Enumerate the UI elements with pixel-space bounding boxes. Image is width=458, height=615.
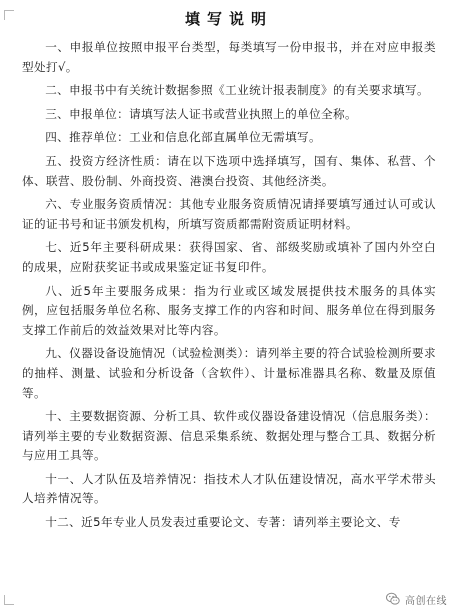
watermark (383, 591, 450, 607)
paragraph: 七、近5年主要科研成果：获得国家、省、部级奖励或填补了国内外空白的成果，应附获奖证书或成果鉴定证书复印件。 (22, 240, 436, 274)
paragraph: 三、申报单位：请填写法人证书或营业执照上的单位全称。 (45, 106, 358, 121)
document-title: 填写说明 (184, 10, 273, 28)
paragraph: 五、投资方经济性质：请在以下选项中选择填写，国有、集体、私营、个体、联营、股份制、外商投资、港澳台投资、其他经济类。 (22, 153, 436, 188)
paragraph: 十二、近5年专业人员发表过重要论文、专著：请列举主要论文、专 (45, 515, 401, 530)
paragraph: 一、申报单位按照申报平台类型，每类填写一份申报书，并在对应申报类型处打√。 (22, 40, 436, 74)
page-corner-mark (4, 595, 14, 605)
paragraph: 四、推荐单位：工业和信息化部直属单位无需填写。 (45, 130, 322, 145)
wechat-logo-icon (386, 592, 400, 606)
paragraph: 六、专业服务资质情况：其他专业服务资质情况请择要填写通过认可或认证的证书号和证书颁发机构，所填写资质都需附资质证明材料。 (22, 197, 436, 231)
paragraph: 十、主要数据资源、分析工具、软件或仪器设备建设情况（信息服务类）：请列举主要的专业数据资源、信息采集系统、数据处理与整合工具、数据分析与应用工具等。 (22, 409, 436, 463)
watermark-text: 高创在线 (405, 595, 447, 607)
paragraph: 九、仪器设备设施情况（试验检测类）：请列举主要的符合试验检测所要求的抽样、测量、试验和分析设备（含软件）、计量标准器具名称、数量及原值等。 (22, 346, 436, 400)
document-body (22, 38, 436, 537)
paragraph: 八、近5年主要服务成果：指为行业或区域发展提供技术服务的具体实例，应包括服务单位名称、服务支撑工作的内容和时间、服务单位在得到服务支撑工作前后的效益效果对比等内容。 (22, 283, 436, 337)
paragraph: 二、申报书中有关统计数据参照《工业统计报表制度》的有关要求填写。 (45, 83, 429, 98)
paragraph: 十一、人才队伍及培养情况：指技术人才队伍建设情况，高水平学术带头人培养情况等。 (22, 471, 436, 506)
